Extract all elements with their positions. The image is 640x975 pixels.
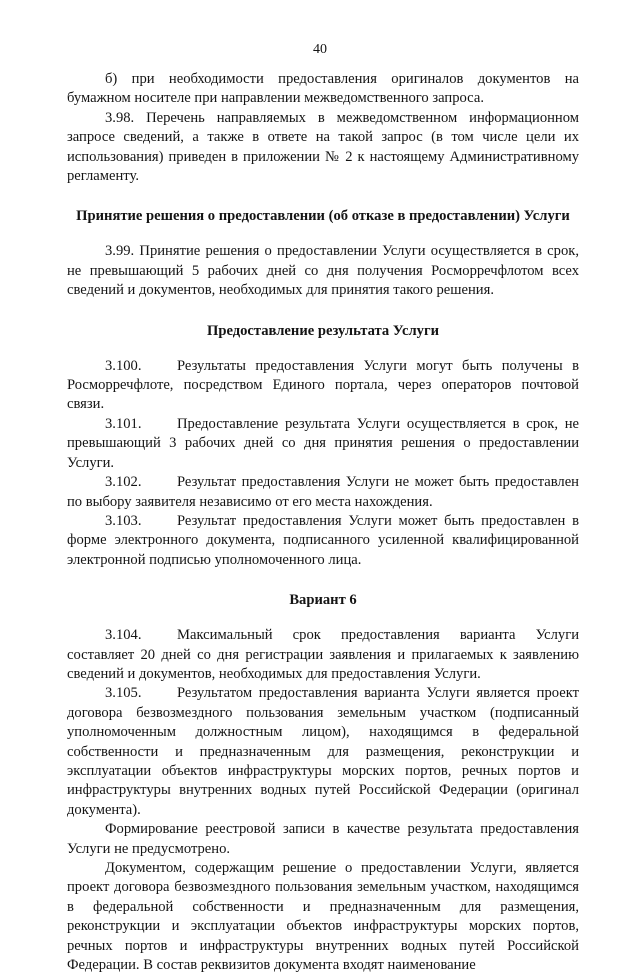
item-text: Предоставление результата Услуги осуществляется в срок, не превышающий 3 рабочих дней со дня принятия решения о предоставлении Услуги. bbox=[67, 415, 579, 471]
page-content bbox=[67, 70, 579, 975]
item-text: Результат предоставления Услуги не может быть предоставлен по выбору заявителя независимо от его места нахождения. bbox=[67, 474, 579, 510]
paragraph-3-102 bbox=[67, 473, 579, 512]
section-heading-decision: Принятие решения о предоставлении (об отказе в предоставлении) Услуги bbox=[76, 208, 570, 225]
item-number: 3.105. bbox=[105, 685, 142, 702]
paragraph-registry-record: Формирование реестровой записи в качестве результата предоставления Услуги не предусмотрено. bbox=[67, 821, 579, 857]
item-text: Результат предоставления Услуги может быть предоставлен в форме электронного документа, подписанного усиленной квалифицированной электронной подписью уполномоченного лица. bbox=[67, 512, 579, 568]
paragraph-3-99: 3.99. Принятие решения о предоставлении Услуги осуществляется в срок, не превышающий 5 рабочих дней со дня получения Росморречфлотом всех сведений и документов, необходимых для принятия такого решения. bbox=[67, 243, 579, 299]
item-text: Результатом предоставления варианта Услуги является проект договора безвозмездного пользования земельным участком (подписанный уполномоченным должностным лицом), находящимся в федеральной собственности и предназначенным для размещения, реконструкции и эксплуатации объектов инфраструктуры морских портов, речных портов и инфраструктуры внутренних водных путей Российской Федерации (оригинал документа). bbox=[67, 685, 579, 818]
paragraph-3-104 bbox=[67, 626, 579, 684]
item-number: 3.102. bbox=[105, 474, 142, 491]
item-number: 3.104. bbox=[105, 627, 142, 644]
section-heading-variant-6: Вариант 6 bbox=[289, 592, 357, 609]
item-number: 3.100. bbox=[105, 357, 142, 374]
paragraph-3-105 bbox=[67, 684, 579, 820]
paragraph-3-100 bbox=[67, 357, 579, 415]
paragraph-3-103 bbox=[67, 512, 579, 570]
item-text: Максимальный срок предоставления варианта Услуги составляет 20 дней со дня регистрации заявления и прилагаемых к заявлению сведений и документов, необходимых для предоставления Услуги. bbox=[67, 627, 579, 682]
item-number: 3.101. bbox=[105, 415, 142, 432]
item-number: 3.103. bbox=[105, 512, 142, 529]
item-text: Результаты предоставления Услуги могут быть получены в Росморречфлоте, посредством Единого портала, через операторов почтовой связи. bbox=[67, 357, 579, 413]
section-heading-result: Предоставление результата Услуги bbox=[207, 322, 439, 339]
paragraph-decision-document: Документом, содержащим решение о предоставлении Услуги, является проект договора безвозмездного пользования земельным участком, находящимся в федеральной собственности и предназначенным для размещения, реконструкции и эксплуатации объектов инфраструктуры морских портов, речных портов и инфраструктуры внутренних водных путей Российской Федерации. В состав реквизитов документа входят наименование bbox=[67, 860, 579, 974]
paragraph-b: б) при необходимости предоставления оригиналов документов на бумажном носителе при направлении межведомственного запроса. bbox=[67, 71, 579, 107]
paragraph-3-98: 3.98. Перечень направляемых в межведомственном информационном запросе сведений, а также в ответе на такой запрос (в том числе цели их использования) приведен в приложении № 2 к настоящему Административному регламенту. bbox=[67, 109, 579, 185]
page-number: 40 bbox=[313, 42, 327, 57]
paragraph-3-101 bbox=[67, 415, 579, 473]
